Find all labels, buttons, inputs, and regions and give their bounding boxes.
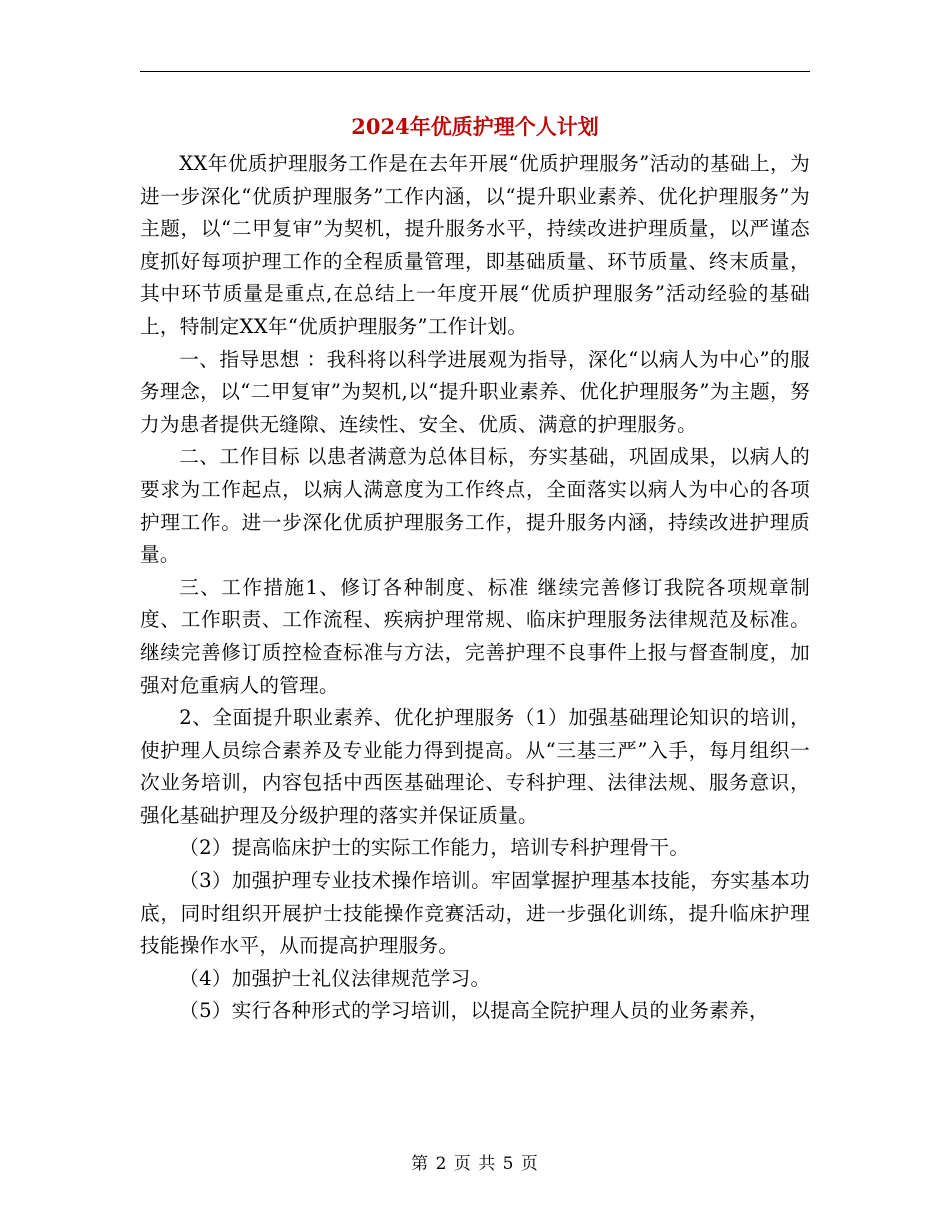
document-title: 2024年优质护理个人计划: [351, 114, 599, 139]
header-rule: [140, 71, 810, 72]
document-body: [140, 148, 810, 1028]
paragraph-guiding-thought: 一、指导思想 ：我科将以科学进展观为指导，深化“以病人为中心”的服务理念，以“二甲复审”为契机,以“提升职业素养、优化护理服务”为主题，努力为患者提供无缝隙、连续性、安全、优质、满意的护理服务。: [140, 347, 810, 436]
paragraph-item-4: （4）加强护士礼仪法律规范学习。: [179, 966, 491, 990]
page-number: 第 2 页 共 5 页: [411, 1154, 539, 1174]
paragraph-work-goals: 二、工作目标 以患者满意为总体目标，夯实基础，巩固成果，以病人的要求为工作起点，以病人满意度为工作终点，全面落实以病人为中心的各项护理工作。进一步深化优质护理服务工作，提升服务内涵，持续改进护理质量。: [140, 445, 810, 567]
paragraph-item-2: （2）提高临床护士的实际工作能力，培训专科护理骨干。: [179, 836, 690, 860]
paragraph-work-measures: 三、工作措施1、修订各种制度、标准 继续完善修订我院各项规章制度、工作职责、工作流程、疾病护理常规、临床护理服务法律规范及标准。继续完善修订质控检查标准与方法，完善护理不良事件上报与督查制度，加强对危重病人的管理。: [140, 575, 810, 697]
paragraph-improve-quality: 2、全面提升职业素养、优化护理服务（1）加强基础理论知识的培训，使护理人员综合素养及专业能力得到提高。从“三基三严”入手，每月组织一次业务培训，内容包括中西医基础理论、专科护理、法律法规、服务意识，强化基础护理及分级护理的落实并保证质量。: [140, 706, 810, 827]
paragraph-item-3: （3）加强护理专业技术操作培训。牢固掌握护理基本技能，夯实基本功底，同时组织开展护士技能操作竞赛活动，进一步强化训练，提升临床护理技能操作水平，从而提高护理服务。: [140, 869, 810, 958]
paragraph-item-5: （5）实行各种形式的学习培训，以提高全院护理人员的业务素养，: [179, 999, 769, 1023]
paragraph-intro: XX年优质护理服务工作是在去年开展“优质护理服务”活动的基础上，为进一步深化“优质护理服务”工作内涵，以“提升职业素养、优化护理服务”为主题，以“二甲复审”为契机，提升服务水平，持续改进护理质量，以严谨态度抓好每项护理工作的全程质量管理，即基础质量、环节质量、终末质量，其中环节质量是重点,在总结上一年度开展“优质护理服务”活动经验的基础上，特制定XX年“优质护理服务”工作计划。: [140, 152, 810, 338]
